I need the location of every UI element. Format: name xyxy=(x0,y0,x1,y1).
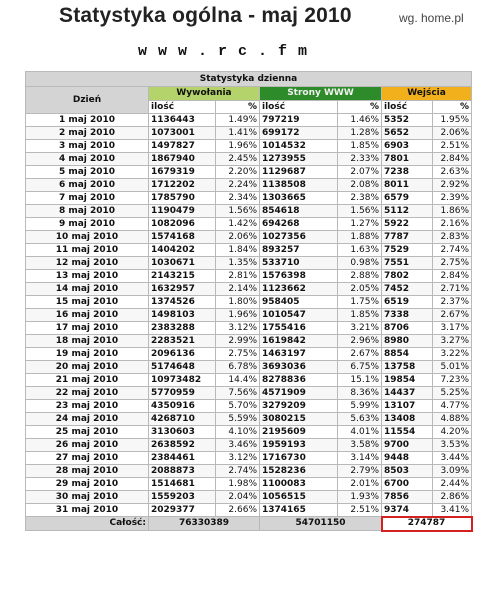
calls-count-cell: 1190479 xyxy=(149,205,216,218)
table-row xyxy=(26,322,472,335)
pages-count-cell: 699172 xyxy=(260,127,338,140)
visits-percent-cell: 5.25% xyxy=(433,387,472,400)
table-row xyxy=(26,192,472,205)
pages-percent-cell: 1.28% xyxy=(338,127,382,140)
day-cell: 9 maj 2010 xyxy=(26,218,149,231)
pages-count-cell: 1303665 xyxy=(260,192,338,205)
pages-count-header: ilość xyxy=(260,101,338,114)
visits-percent-cell: 2.06% xyxy=(433,127,472,140)
table-row xyxy=(26,218,472,231)
day-cell: 2 maj 2010 xyxy=(26,127,149,140)
calls-count-cell: 1867940 xyxy=(149,153,216,166)
visits-percent-cell: 3.22% xyxy=(433,348,472,361)
calls-count-cell: 1030671 xyxy=(149,257,216,270)
pages-percent-cell: 1.93% xyxy=(338,491,382,504)
calls-percent-cell: 5.70% xyxy=(216,400,260,413)
day-cell: 28 maj 2010 xyxy=(26,465,149,478)
pages-percent-cell: 5.99% xyxy=(338,400,382,413)
calls-percent-cell: 2.14% xyxy=(216,283,260,296)
visits-count-cell: 8854 xyxy=(382,348,433,361)
pages-count-cell: 1716730 xyxy=(260,452,338,465)
table-row xyxy=(26,257,472,270)
table-row xyxy=(26,335,472,348)
pages-count-cell: 1619842 xyxy=(260,335,338,348)
pages-percent-header: % xyxy=(338,101,382,114)
calls-count-cell: 2096136 xyxy=(149,348,216,361)
visits-count-cell: 7238 xyxy=(382,166,433,179)
table-row xyxy=(26,465,472,478)
calls-percent-cell: 2.81% xyxy=(216,270,260,283)
calls-percent-cell: 7.56% xyxy=(216,387,260,400)
day-cell: 3 maj 2010 xyxy=(26,140,149,153)
table-caption: Statystyka dzienna xyxy=(26,72,472,87)
pages-percent-cell: 1.75% xyxy=(338,296,382,309)
visits-percent-header: % xyxy=(433,101,472,114)
pages-percent-cell: 1.88% xyxy=(338,231,382,244)
calls-percent-cell: 2.06% xyxy=(216,231,260,244)
pages-percent-cell: 1.85% xyxy=(338,309,382,322)
pages-percent-cell: 2.96% xyxy=(338,335,382,348)
table-row xyxy=(26,439,472,452)
day-column-header: Dzień xyxy=(26,87,149,114)
calls-count-cell: 1559203 xyxy=(149,491,216,504)
day-cell: 19 maj 2010 xyxy=(26,348,149,361)
visits-count-cell: 7802 xyxy=(382,270,433,283)
calls-percent-cell: 2.45% xyxy=(216,153,260,166)
total-calls: 76330389 xyxy=(149,517,260,531)
pages-percent-cell: 1.85% xyxy=(338,140,382,153)
pages-percent-cell: 2.05% xyxy=(338,283,382,296)
visits-count-cell: 8980 xyxy=(382,335,433,348)
calls-percent-cell: 2.99% xyxy=(216,335,260,348)
calls-count-cell: 1514681 xyxy=(149,478,216,491)
visits-count-cell: 7787 xyxy=(382,231,433,244)
pages-percent-cell: 3.14% xyxy=(338,452,382,465)
calls-percent-cell: 2.75% xyxy=(216,348,260,361)
calls-count-cell: 2384461 xyxy=(149,452,216,465)
pages-percent-cell: 2.01% xyxy=(338,478,382,491)
pages-count-cell: 1463197 xyxy=(260,348,338,361)
day-cell: 15 maj 2010 xyxy=(26,296,149,309)
calls-percent-cell: 5.59% xyxy=(216,413,260,426)
visits-percent-cell: 7.23% xyxy=(433,374,472,387)
calls-percent-cell: 1.96% xyxy=(216,309,260,322)
visits-percent-cell: 1.86% xyxy=(433,205,472,218)
table-row xyxy=(26,179,472,192)
visits-count-cell: 5112 xyxy=(382,205,433,218)
calls-percent-cell: 2.66% xyxy=(216,504,260,517)
visits-count-cell: 13107 xyxy=(382,400,433,413)
calls-count-cell: 3130603 xyxy=(149,426,216,439)
day-cell: 25 maj 2010 xyxy=(26,426,149,439)
visits-percent-cell: 4.88% xyxy=(433,413,472,426)
daily-stats-table xyxy=(25,71,472,531)
calls-count-cell: 1404202 xyxy=(149,244,216,257)
day-cell: 27 maj 2010 xyxy=(26,452,149,465)
visits-count-cell: 13408 xyxy=(382,413,433,426)
visits-count-cell: 7856 xyxy=(382,491,433,504)
calls-count-cell: 1785790 xyxy=(149,192,216,205)
visits-percent-cell: 5.01% xyxy=(433,361,472,374)
visits-percent-cell: 2.75% xyxy=(433,257,472,270)
visits-percent-cell: 2.63% xyxy=(433,166,472,179)
day-cell: 26 maj 2010 xyxy=(26,439,149,452)
calls-percent-cell: 4.10% xyxy=(216,426,260,439)
pages-count-cell: 694268 xyxy=(260,218,338,231)
pages-count-cell: 893257 xyxy=(260,244,338,257)
calls-count-cell: 1073001 xyxy=(149,127,216,140)
visits-percent-cell: 3.53% xyxy=(433,439,472,452)
pages-count-cell: 4571909 xyxy=(260,387,338,400)
day-cell: 10 maj 2010 xyxy=(26,231,149,244)
calls-count-cell: 1082096 xyxy=(149,218,216,231)
visits-count-cell: 19854 xyxy=(382,374,433,387)
visits-percent-cell: 3.44% xyxy=(433,452,472,465)
table-row xyxy=(26,166,472,179)
table-row xyxy=(26,361,472,374)
calls-percent-cell: 1.98% xyxy=(216,478,260,491)
day-cell: 16 maj 2010 xyxy=(26,309,149,322)
visits-percent-cell: 2.51% xyxy=(433,140,472,153)
visits-count-cell: 11554 xyxy=(382,426,433,439)
visits-percent-cell: 3.09% xyxy=(433,465,472,478)
calls-percent-cell: 3.46% xyxy=(216,439,260,452)
table-body xyxy=(26,114,472,517)
visits-percent-cell: 2.84% xyxy=(433,270,472,283)
total-pages: 54701150 xyxy=(260,517,382,531)
calls-percent-cell: 14.4% xyxy=(216,374,260,387)
visits-percent-cell: 2.39% xyxy=(433,192,472,205)
visits-count-cell: 7551 xyxy=(382,257,433,270)
calls-count-cell: 2638592 xyxy=(149,439,216,452)
table-row xyxy=(26,140,472,153)
calls-count-cell: 1374526 xyxy=(149,296,216,309)
pages-count-cell: 1014532 xyxy=(260,140,338,153)
calls-percent-cell: 2.74% xyxy=(216,465,260,478)
calls-percent-cell: 2.20% xyxy=(216,166,260,179)
visits-percent-cell: 3.17% xyxy=(433,322,472,335)
table-row xyxy=(26,452,472,465)
visits-count-cell: 6700 xyxy=(382,478,433,491)
pages-percent-cell: 5.63% xyxy=(338,413,382,426)
calls-percent-cell: 1.80% xyxy=(216,296,260,309)
visits-count-cell: 7529 xyxy=(382,244,433,257)
pages-count-cell: 8278836 xyxy=(260,374,338,387)
table-row xyxy=(26,348,472,361)
calls-percent-cell: 3.12% xyxy=(216,452,260,465)
visits-count-cell: 14437 xyxy=(382,387,433,400)
visits-count-cell: 9700 xyxy=(382,439,433,452)
day-cell: 20 maj 2010 xyxy=(26,361,149,374)
calls-count-cell: 2088873 xyxy=(149,465,216,478)
day-cell: 1 maj 2010 xyxy=(26,114,149,127)
visits-count-cell: 8011 xyxy=(382,179,433,192)
calls-count-cell: 1712202 xyxy=(149,179,216,192)
pages-count-cell: 1755416 xyxy=(260,322,338,335)
visits-count-cell: 7338 xyxy=(382,309,433,322)
table-row xyxy=(26,296,472,309)
source-note: wg. home.pl xyxy=(399,11,464,25)
table-row xyxy=(26,270,472,283)
table-row xyxy=(26,374,472,387)
visits-count-cell: 7801 xyxy=(382,153,433,166)
visits-percent-cell: 3.41% xyxy=(433,504,472,517)
visits-percent-cell: 2.44% xyxy=(433,478,472,491)
calls-count-cell: 1498103 xyxy=(149,309,216,322)
table-row xyxy=(26,114,472,127)
visits-count-cell: 5922 xyxy=(382,218,433,231)
calls-count-cell: 2029377 xyxy=(149,504,216,517)
pages-percent-cell: 2.07% xyxy=(338,166,382,179)
pages-count-cell: 958405 xyxy=(260,296,338,309)
pages-percent-cell: 2.33% xyxy=(338,153,382,166)
visits-percent-cell: 4.20% xyxy=(433,426,472,439)
pages-group-header: Strony WWW xyxy=(260,87,382,101)
calls-count-header: ilość xyxy=(149,101,216,114)
visits-percent-cell: 2.84% xyxy=(433,153,472,166)
pages-count-cell: 1123662 xyxy=(260,283,338,296)
pages-count-cell: 1027356 xyxy=(260,231,338,244)
table-row xyxy=(26,504,472,517)
day-cell: 8 maj 2010 xyxy=(26,205,149,218)
table-row xyxy=(26,491,472,504)
pages-percent-cell: 8.36% xyxy=(338,387,382,400)
calls-percent-cell: 2.24% xyxy=(216,179,260,192)
pages-percent-cell: 6.75% xyxy=(338,361,382,374)
day-cell: 31 maj 2010 xyxy=(26,504,149,517)
calls-percent-cell: 2.34% xyxy=(216,192,260,205)
pages-count-cell: 1010547 xyxy=(260,309,338,322)
day-cell: 4 maj 2010 xyxy=(26,153,149,166)
visits-percent-cell: 2.16% xyxy=(433,218,472,231)
pages-percent-cell: 3.21% xyxy=(338,322,382,335)
calls-count-cell: 1679319 xyxy=(149,166,216,179)
pages-percent-cell: 1.56% xyxy=(338,205,382,218)
day-cell: 23 maj 2010 xyxy=(26,400,149,413)
calls-count-cell: 1497827 xyxy=(149,140,216,153)
pages-count-cell: 1056515 xyxy=(260,491,338,504)
pages-percent-cell: 2.08% xyxy=(338,179,382,192)
visits-percent-cell: 2.37% xyxy=(433,296,472,309)
pages-count-cell: 797219 xyxy=(260,114,338,127)
pages-count-cell: 3080215 xyxy=(260,413,338,426)
table-row xyxy=(26,205,472,218)
calls-count-cell: 4268710 xyxy=(149,413,216,426)
site-url: w w w . r c . f m xyxy=(138,43,309,60)
visits-count-cell: 5652 xyxy=(382,127,433,140)
pages-count-cell: 1273955 xyxy=(260,153,338,166)
visits-count-cell: 5352 xyxy=(382,114,433,127)
pages-percent-cell: 1.63% xyxy=(338,244,382,257)
pages-percent-cell: 2.38% xyxy=(338,192,382,205)
table-row xyxy=(26,400,472,413)
day-cell: 5 maj 2010 xyxy=(26,166,149,179)
day-cell: 14 maj 2010 xyxy=(26,283,149,296)
pages-percent-cell: 4.01% xyxy=(338,426,382,439)
table-row xyxy=(26,283,472,296)
visits-count-cell: 6903 xyxy=(382,140,433,153)
pages-count-cell: 3693036 xyxy=(260,361,338,374)
pages-percent-cell: 2.88% xyxy=(338,270,382,283)
visits-count-cell: 6519 xyxy=(382,296,433,309)
day-cell: 12 maj 2010 xyxy=(26,257,149,270)
pages-percent-cell: 2.51% xyxy=(338,504,382,517)
visits-count-cell: 9448 xyxy=(382,452,433,465)
pages-count-cell: 2195609 xyxy=(260,426,338,439)
day-cell: 7 maj 2010 xyxy=(26,192,149,205)
visits-percent-cell: 2.86% xyxy=(433,491,472,504)
calls-group-header: Wywołania xyxy=(149,87,260,101)
calls-count-cell: 2283521 xyxy=(149,335,216,348)
table-row xyxy=(26,153,472,166)
day-cell: 22 maj 2010 xyxy=(26,387,149,400)
pages-count-cell: 533710 xyxy=(260,257,338,270)
table-row xyxy=(26,478,472,491)
calls-count-cell: 1136443 xyxy=(149,114,216,127)
day-cell: 24 maj 2010 xyxy=(26,413,149,426)
calls-percent-cell: 1.56% xyxy=(216,205,260,218)
visits-percent-cell: 2.67% xyxy=(433,309,472,322)
pages-percent-cell: 1.27% xyxy=(338,218,382,231)
visits-count-cell: 7452 xyxy=(382,283,433,296)
calls-count-cell: 4350916 xyxy=(149,400,216,413)
day-cell: 13 maj 2010 xyxy=(26,270,149,283)
visits-count-cell: 6579 xyxy=(382,192,433,205)
calls-percent-header: % xyxy=(216,101,260,114)
calls-percent-cell: 1.49% xyxy=(216,114,260,127)
pages-count-cell: 1374165 xyxy=(260,504,338,517)
calls-count-cell: 2383288 xyxy=(149,322,216,335)
day-cell: 21 maj 2010 xyxy=(26,374,149,387)
day-cell: 30 maj 2010 xyxy=(26,491,149,504)
pages-count-cell: 854618 xyxy=(260,205,338,218)
visits-percent-cell: 2.71% xyxy=(433,283,472,296)
visits-count-cell: 13758 xyxy=(382,361,433,374)
calls-percent-cell: 6.78% xyxy=(216,361,260,374)
calls-count-cell: 10973482 xyxy=(149,374,216,387)
visits-count-cell: 8503 xyxy=(382,465,433,478)
pages-count-cell: 1959193 xyxy=(260,439,338,452)
pages-count-cell: 1528236 xyxy=(260,465,338,478)
table-row xyxy=(26,426,472,439)
total-visits: 274787 xyxy=(382,517,472,531)
calls-percent-cell: 1.41% xyxy=(216,127,260,140)
calls-count-cell: 1574168 xyxy=(149,231,216,244)
pages-count-cell: 3279209 xyxy=(260,400,338,413)
day-cell: 6 maj 2010 xyxy=(26,179,149,192)
visits-percent-cell: 2.92% xyxy=(433,179,472,192)
visits-percent-cell: 2.74% xyxy=(433,244,472,257)
table-row xyxy=(26,413,472,426)
pages-percent-cell: 15.1% xyxy=(338,374,382,387)
calls-percent-cell: 1.42% xyxy=(216,218,260,231)
pages-percent-cell: 2.67% xyxy=(338,348,382,361)
day-cell: 17 maj 2010 xyxy=(26,322,149,335)
pages-percent-cell: 3.58% xyxy=(338,439,382,452)
visits-count-cell: 9374 xyxy=(382,504,433,517)
calls-percent-cell: 3.12% xyxy=(216,322,260,335)
visits-count-header: ilość xyxy=(382,101,433,114)
table-row xyxy=(26,387,472,400)
table-row xyxy=(26,309,472,322)
page-title: Statystyka ogólna - maj 2010 xyxy=(59,4,352,27)
pages-percent-cell: 1.46% xyxy=(338,114,382,127)
calls-count-cell: 5770959 xyxy=(149,387,216,400)
pages-percent-cell: 0.98% xyxy=(338,257,382,270)
calls-percent-cell: 2.04% xyxy=(216,491,260,504)
calls-count-cell: 5174648 xyxy=(149,361,216,374)
total-label: Całość: xyxy=(26,517,149,531)
calls-percent-cell: 1.35% xyxy=(216,257,260,270)
visits-percent-cell: 4.77% xyxy=(433,400,472,413)
pages-count-cell: 1129687 xyxy=(260,166,338,179)
calls-percent-cell: 1.84% xyxy=(216,244,260,257)
visits-percent-cell: 3.27% xyxy=(433,335,472,348)
pages-count-cell: 1100083 xyxy=(260,478,338,491)
pages-percent-cell: 2.79% xyxy=(338,465,382,478)
day-cell: 18 maj 2010 xyxy=(26,335,149,348)
visits-percent-cell: 1.95% xyxy=(433,114,472,127)
table-row xyxy=(26,127,472,140)
calls-count-cell: 1632957 xyxy=(149,283,216,296)
visits-count-cell: 8706 xyxy=(382,322,433,335)
visits-group-header: Wejścia xyxy=(382,87,472,101)
visits-percent-cell: 2.83% xyxy=(433,231,472,244)
day-cell: 11 maj 2010 xyxy=(26,244,149,257)
table-row xyxy=(26,231,472,244)
day-cell: 29 maj 2010 xyxy=(26,478,149,491)
table-row xyxy=(26,244,472,257)
calls-percent-cell: 1.96% xyxy=(216,140,260,153)
pages-count-cell: 1138508 xyxy=(260,179,338,192)
calls-count-cell: 2143215 xyxy=(149,270,216,283)
pages-count-cell: 1576398 xyxy=(260,270,338,283)
